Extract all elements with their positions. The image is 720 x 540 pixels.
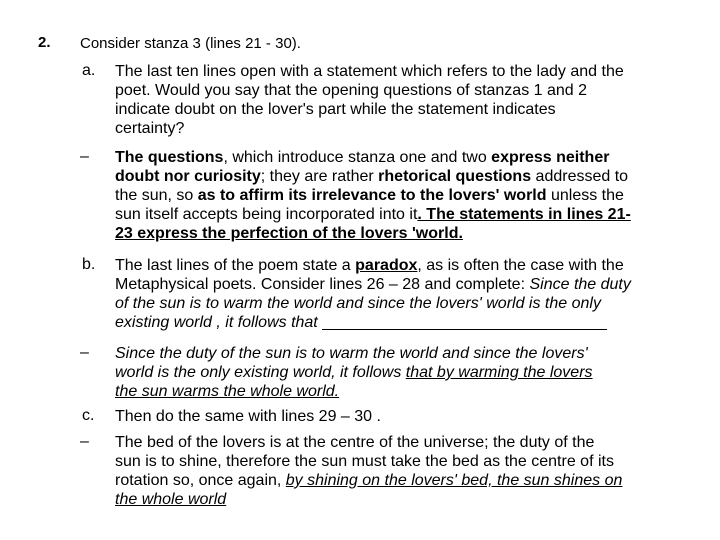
answer-a-span: the sun, so xyxy=(115,187,198,204)
answer-b-italic-underlined: that by warming the lovers xyxy=(405,364,593,381)
completion-blank: ________________________________ xyxy=(317,314,607,331)
answer-c-line xyxy=(115,471,685,490)
item-b-italic: Since the duty xyxy=(529,276,631,293)
item-b-line xyxy=(115,275,685,294)
answer-a-bold: express neither xyxy=(491,149,610,166)
item-c-text xyxy=(115,407,685,426)
answer-b-italic-underlined: the sun warms the whole world. xyxy=(115,383,340,400)
answer-a-bold: as to affirm its irrelevance to the lovers' world xyxy=(197,187,547,204)
answer-b-line xyxy=(115,382,685,401)
answer-c-line: The bed of the lovers is at the centre of the universe; the duty of the xyxy=(115,434,595,451)
item-b-span: , as is often the case with the xyxy=(417,257,624,274)
question-heading: Consider stanza 3 (lines 21 - 30). xyxy=(80,35,301,52)
answer-a-dash: – xyxy=(80,148,89,165)
answer-c-text xyxy=(115,433,685,509)
answer-b-italic: Since the duty of the sun is to warm the world and since the lovers' xyxy=(115,345,588,362)
answer-a-bold: doubt nor curiosity xyxy=(115,168,261,185)
answer-a-line xyxy=(115,186,685,205)
answer-c-italic-underlined: the whole world xyxy=(115,491,227,508)
answer-c-italic-underlined: by shining on the lovers' bed, the sun shines on xyxy=(285,472,623,489)
answer-c-line xyxy=(115,490,685,509)
item-b-span: Metaphysical poets. Consider lines 26 – 28 and complete: xyxy=(115,276,530,293)
answer-b-line xyxy=(115,344,685,363)
question-number: 2. xyxy=(38,34,51,51)
item-a-line: poet. Would you say that the opening questions of stanzas 1 and 2 xyxy=(115,82,588,99)
item-a-text xyxy=(115,62,685,138)
item-b-marker: b. xyxy=(82,256,96,273)
answer-a-span: , which introduce stanza one and two xyxy=(223,149,492,166)
answer-a-span: unless the xyxy=(546,187,624,204)
item-b-line xyxy=(115,256,685,275)
item-b-line xyxy=(115,294,685,313)
item-b-line xyxy=(115,313,685,332)
answer-c-span: rotation so, once again, xyxy=(115,472,286,489)
answer-b-line xyxy=(115,363,685,382)
answer-a-span: addressed to xyxy=(531,168,629,185)
item-b-italic: of the sun is to warm the world and since the lovers' world is the only xyxy=(115,295,601,312)
answer-b-dash: – xyxy=(80,344,89,361)
item-a-line: indicate doubt on the lover's part while the statement indicates xyxy=(115,101,556,118)
item-c-marker: c. xyxy=(82,407,95,424)
item-a-line: The last ten lines open with a statement which refers to the lady and the xyxy=(115,63,624,80)
item-a-marker: a. xyxy=(82,62,96,79)
item-b-text xyxy=(115,256,685,332)
answer-b-italic: world is the only existing world, it follows xyxy=(115,364,406,381)
answer-a-bold-underlined: 23 express the perfection of the lovers 'world. xyxy=(115,225,463,242)
paradox-term: paradox xyxy=(355,257,418,274)
answer-b-text xyxy=(115,344,685,401)
answer-c-line: sun is to shine, therefore the sun must take the bed as the centre of its xyxy=(115,453,614,470)
answer-c-dash: – xyxy=(80,433,89,450)
answer-a-line xyxy=(115,224,685,243)
answer-a-text xyxy=(115,148,685,243)
answer-a-line xyxy=(115,167,685,186)
answer-a-bold: The questions xyxy=(115,149,224,166)
item-c-line: Then do the same with lines 29 – 30 . xyxy=(115,408,381,425)
item-b-italic: existing world , it follows that xyxy=(115,314,318,331)
answer-a-span: sun itself accepts being incorporated into it xyxy=(115,206,418,223)
answer-a-span: ; they are rather xyxy=(260,168,379,185)
answer-a-bold: rhetorical questions xyxy=(378,168,532,185)
answer-a-bold-underlined: . The statements in lines 21- xyxy=(417,206,631,223)
item-a-line: certainty? xyxy=(115,120,185,137)
answer-a-line xyxy=(115,205,685,224)
item-b-span: The last lines of the poem state a xyxy=(115,257,356,274)
answer-a-line xyxy=(115,148,685,167)
